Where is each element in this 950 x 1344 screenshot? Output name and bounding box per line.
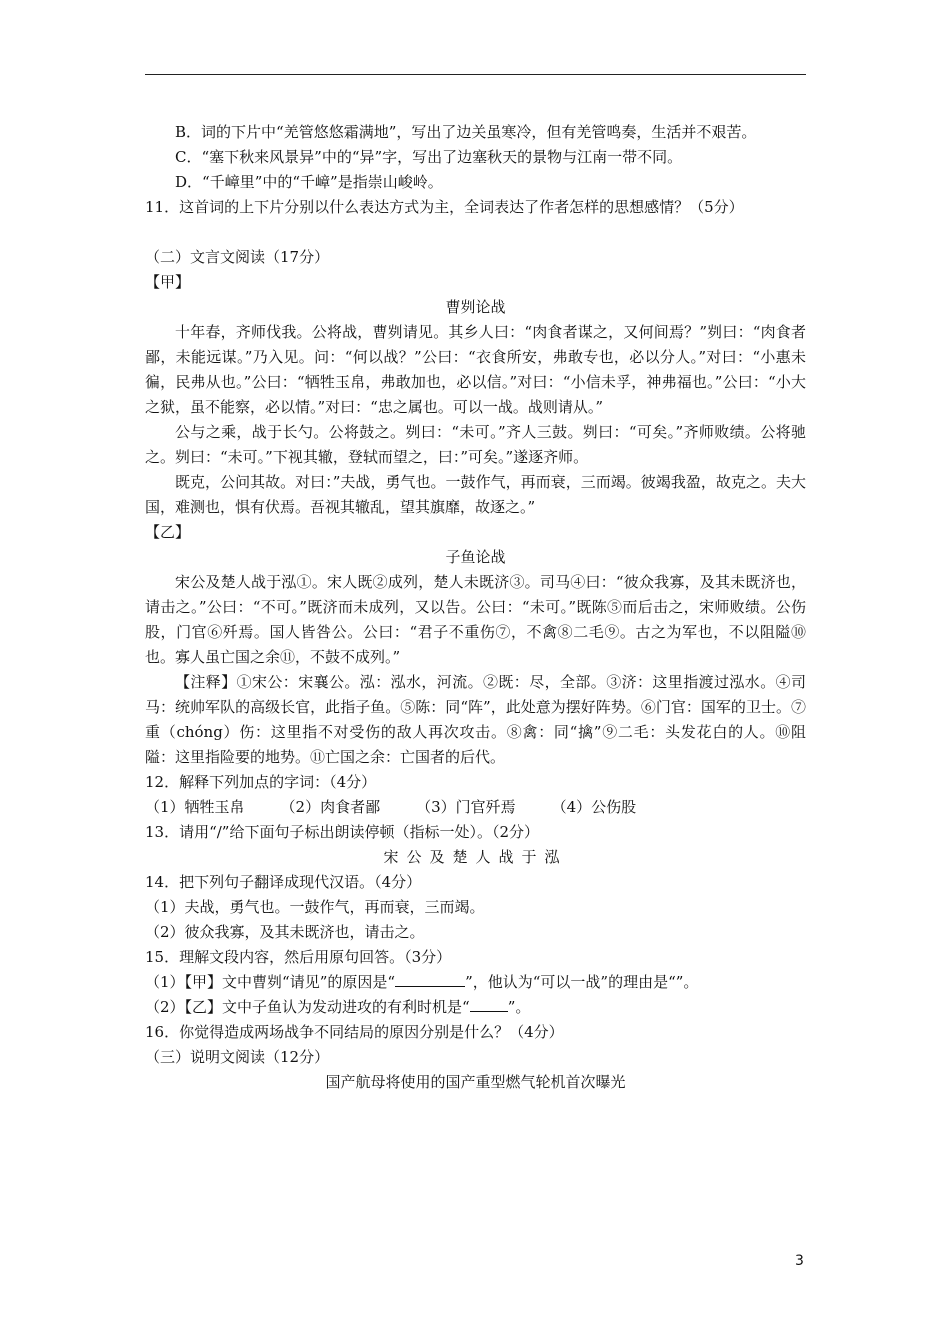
header-rule [145,74,806,75]
q14-sentence-2: （2）彼众我寡，及其未既济也，请击之。 [145,923,425,941]
page-number: 3 [795,1253,804,1269]
document-body [145,120,806,1095]
q15-part-1: （1）【甲】文中曹刿“请见”的原因是“ ”，他认为“可以一战”的理由是“”。 [145,970,806,995]
q12-item: （1）牺牲玉帛 [145,798,245,816]
q13-sentence: 宋公及楚人战于泓 [383,848,568,866]
jia-paragraph-2: 公与之乘，战于长勺。公将鼓之。刿曰：“未可。”齐人三鼓。刿曰：“可矣。”齐师败绩。公将驰之。刿曰：“未可。”下视其辙，登轼而望之，曰：”可矣。”遂逐齐师。 [145,423,806,466]
question-11: 11．这首词的上下片分别以什么表达方式为主，全词表达了作者怎样的思想感情？（5分） [145,198,744,216]
jia-paragraph-3: 既克，公问其故。对曰：”夫战，勇气也。一鼓作气，再而衰，三而竭。彼竭我盈，故克之。夫大国，难测也，惧有伏焉。吾视其辙乱，望其旗靡，故逐之。” [145,473,806,516]
answer-blank[interactable] [395,970,465,987]
yi-paragraph: 宋公及楚人战于泓①。宋人既②成列，楚人未既济③。司马④曰：“彼众我寡，及其未既济也，请击之。”公曰：“不可。”既济而未成列，又以告。公曰：“未可。”既陈⑤而后击之，宋师败绩。公伤股，门官⑥歼焉。国人皆咎公。公曰：“君子不重伤⑦，不禽⑧二毛⑨。古之为军也，不以阻隘⑩也。寡人虽亡国之余⑪，不鼓不成列。” [145,573,806,666]
q12-word-list [145,795,806,820]
question-16: 16．你觉得造成两场战争不同结局的原因分别是什么？（4分） [145,1023,564,1041]
q14-sentence-1: （1）夫战，勇气也。一鼓作气，再而衰，三而竭。 [145,898,485,916]
q12-item: （3）门官歼焉 [416,798,516,816]
jia-label: 【甲】 [145,273,191,291]
section-3-title: 国产航母将使用的国产重型燃气轮机首次曝光 [325,1073,626,1091]
question-13: 13．请用“/”给下面句子标出朗读停顿（指标一处）。（2分） [145,823,540,841]
question-14: 14．把下列句子翻译成现代汉语。（4分） [145,873,422,891]
q12-item: （4）公伤股 [551,798,637,816]
yi-label: 【乙】 [145,523,191,541]
q10-option-c: C．“塞下秋来风景异”中的“异”字，写出了边塞秋天的景物与江南一带不同。 [175,148,683,166]
q10-option-d: D．“千嶂里”中的“千嶂”是指崇山峻岭。 [175,173,443,191]
q10-option-b: B．词的下片中“羌管悠悠霜满地”，写出了边关虽寒冷，但有羌管鸣奏，生活并不艰苦。 [175,123,757,141]
yi-title: 子鱼论战 [445,548,506,566]
jia-paragraph-1: 十年春，齐师伐我。公将战，曹刿请见。其乡人曰：“肉食者谋之，又何间焉？”刿曰：“肉食者鄙，未能远谋。”乃入见。问：“何以战？”公曰：“衣食所安，弗敢专也，必以分人。”对曰：“小惠未徧，民弗从也。”公曰：“牺牲玉帛，弗敢加也，必以信。”对曰：“小信未孚，神弗福也。”公曰：“小大之狱，虽不能察，必以情。”对曰：“忠之属也。可以一战。战则请从。” [145,323,806,416]
q15-part-2: （2）【乙】文中子鱼认为发动进攻的有利时机是“ ”。 [145,995,806,1020]
q12-item: （2）肉食者鄙 [280,798,381,816]
annotation-notes: 【注释】①宋公：宋襄公。泓：泓水，河流。②既：尽，全部。③济：这里指渡过泓水。④司马：统帅军队的高级长官，此指子鱼。⑤陈：同“阵”，此处意为摆好阵势。⑥门官：国军的卫士。⑦重（chóng）伤：这里指不对受伤的敌人再次攻击。⑧禽：同“擒”⑨二毛：头发花白的人。⑩阻隘：这里指险要的地势。⑪亡国之余：亡国者的后代。 [145,673,806,766]
answer-blank[interactable] [470,995,508,1012]
jia-title: 曹刿论战 [445,298,506,316]
section-2-heading: （二）文言文阅读（17分） [145,248,330,266]
question-12: 12．解释下列加点的字词：（4分） [145,773,377,791]
question-15: 15．理解文段内容，然后用原句回答。（3分） [145,948,452,966]
section-3-heading: （三）说明文阅读（12分） [145,1048,330,1066]
